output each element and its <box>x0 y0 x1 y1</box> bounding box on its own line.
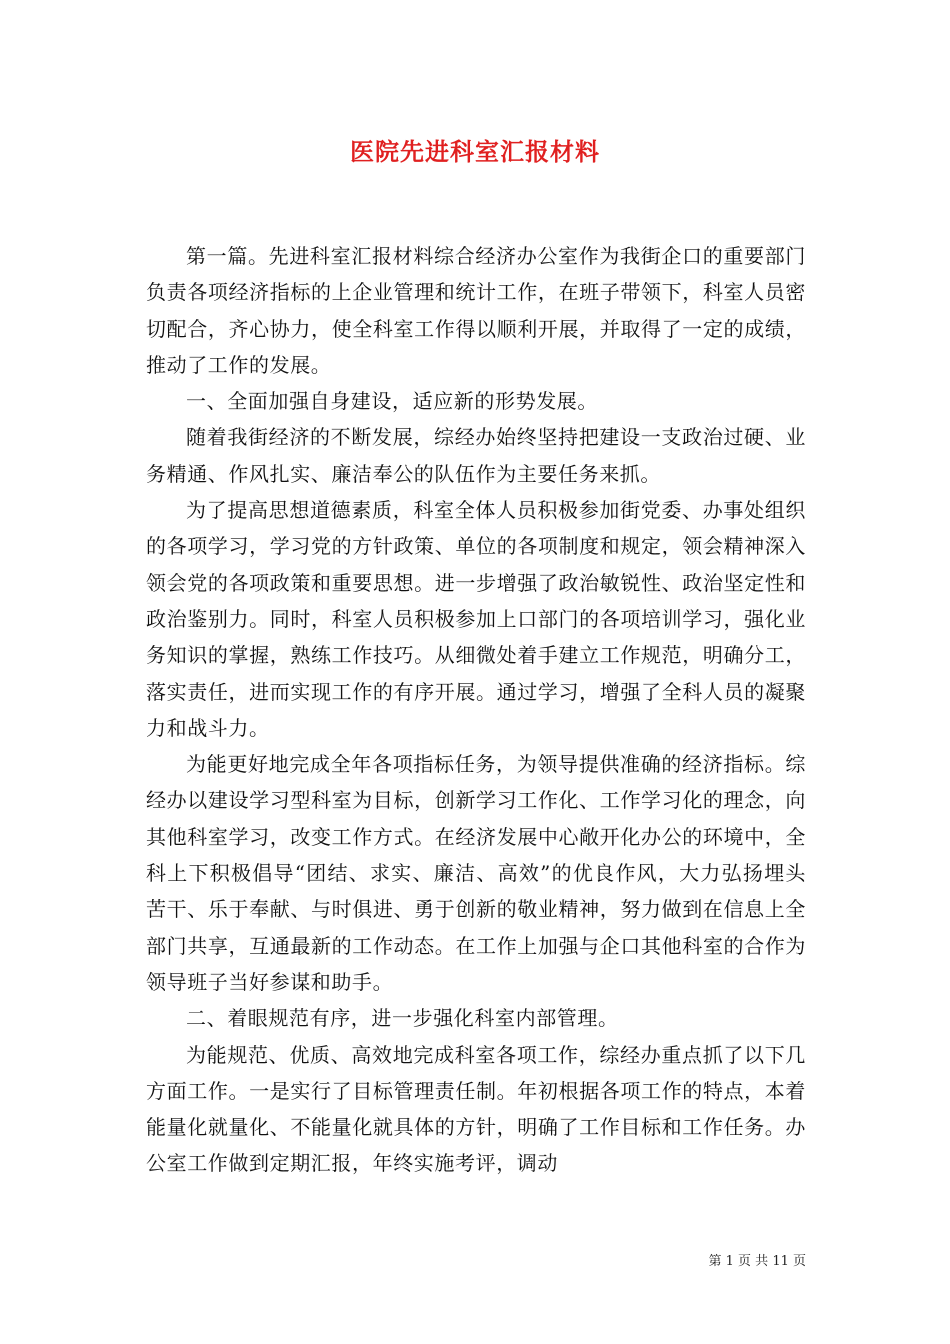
paragraph: 一、全面加强自身建设，适应新的形势发展。 <box>186 389 598 414</box>
paragraph: 为了提高思想道德素质，科室全体人员积极参加街党委、办事处组织的各项学习，学习党的方针政策、单位的各项制度和规定，领会精神深入领会党的各项政策和重要思想。进一步增强了政治敏锐性、政治坚定性和政治鉴别力。同时，科室人员积极参加上口部门的各项培训学习，强化业务知识的掌握，熟练工作技巧。从细微处着手建立工作规范，明确分工，落实责任，进而实现工作的有序开展。通过学习，增强了全科人员的凝聚力和战斗力。 <box>146 498 806 740</box>
document-body <box>146 238 806 1182</box>
paragraph: 为能更好地完成全年各项指标任务，为领导提供准确的经济指标。综经办以建设学习型科室为目标，创新学习工作化、工作学习化的理念，向其他科室学习，改变工作方式。在经济发展中心敞开化办公的环境中，全科上下积极倡导“团结、求实、廉洁、高效”的优良作风，大力弘扬埋头苦干、乐于奉献、与时俱进、勇于创新的敬业精神，努力做到在信息上全部门共享，互通最新的工作动态。在工作上加强与企口其他科室的合作为领导班子当好参谋和助手。 <box>146 752 806 994</box>
paragraph: 第一篇。先进科室汇报材料综合经济办公室作为我街企口的重要部门负责各项经济指标的上企业管理和统计工作，在班子带领下，科室人员密切配合，齐心协力，使全科室工作得以顺利开展，并取得了一定的成绩，推动了工作的发展。 <box>146 244 806 377</box>
document-title: 医院先进科室汇报材料 <box>350 137 600 166</box>
page-number-footer: 第 1 页 共 11 页 <box>708 1254 806 1269</box>
paragraph: 二、着眼规范有序，进一步强化科室内部管理。 <box>186 1006 619 1031</box>
paragraph: 随着我街经济的不断发展，综经办始终坚持把建设一支政治过硬、业务精通、作风扎实、廉洁奉公的队伍作为主要任务来抓。 <box>146 425 806 486</box>
paragraph: 为能规范、优质、高效地完成科室各项工作，综经办重点抓了以下几方面工作。一是实行了目标管理责任制。年初根据各项工作的特点，本着能量化就量化、不能量化就具体的方针，明确了工作目标和工作任务。办公室工作做到定期汇报，年终实施考评，调动 <box>146 1042 806 1176</box>
